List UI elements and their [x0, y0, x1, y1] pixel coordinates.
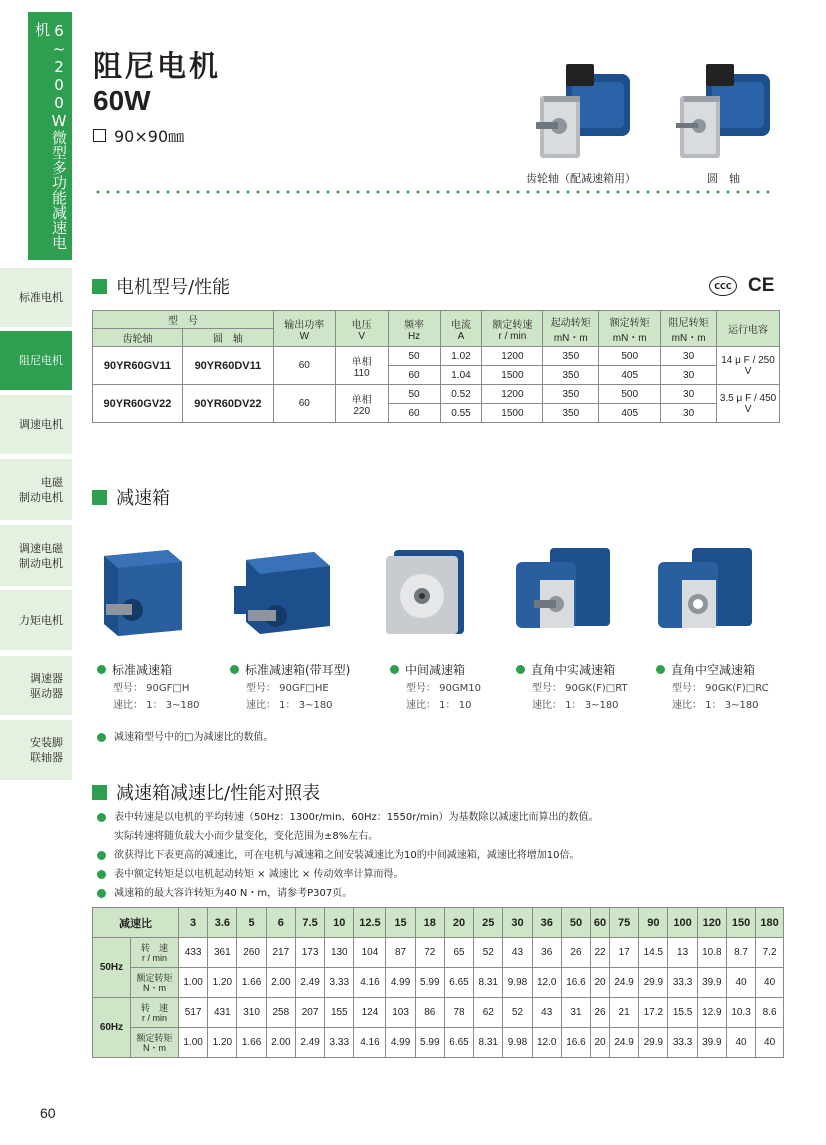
torque-cell: 6.65 [444, 968, 473, 998]
bullet-icon [516, 665, 525, 674]
speed-cell: 15.5 [668, 998, 697, 1028]
freq-label: 50Hz [93, 938, 131, 998]
speed-cell: 8.6 [756, 998, 784, 1028]
bullet-icon [97, 851, 106, 860]
gearbox-name: 直角中实减速箱 [516, 661, 615, 678]
motor-spec-table [92, 310, 780, 423]
ratio-value: 7.5 [295, 908, 324, 938]
speed-cell: 43 [532, 998, 561, 1028]
gearbox-name: 标准减速箱(带耳型) [230, 661, 350, 678]
speed-cell: 173 [295, 938, 324, 968]
cell-start: 350 [543, 385, 599, 404]
torque-cell: 40 [726, 968, 755, 998]
square-icon [93, 129, 106, 142]
speed-cell: 207 [295, 998, 324, 1028]
head-freq: 频率 Hz [388, 311, 440, 347]
ratio-notes [97, 808, 599, 903]
section-ratio-table: 减速箱减速比/性能对照表 [92, 779, 320, 805]
gearbox-name: 直角中空减速箱 [656, 661, 755, 678]
sidebar-tab[interactable]: 标准电机 [0, 268, 72, 327]
section-marker-icon [92, 785, 107, 800]
head-damp-torque: 阻尼转矩 mN・m [661, 311, 717, 347]
speed-cell: 65 [444, 938, 473, 968]
cell-rated: 500 [599, 347, 661, 366]
bullet-icon [97, 733, 106, 742]
torque-cell: 16.6 [561, 968, 590, 998]
head-speed: 额定转速 r / min [482, 311, 543, 347]
head-rated-torque: 额定转矩 mN・m [599, 311, 661, 347]
sidebar-tab[interactable]: 安装脚 联轴器 [0, 720, 72, 780]
ratio-value: 90 [639, 908, 668, 938]
ratio-value: 5 [237, 908, 266, 938]
speed-cell: 31 [561, 998, 590, 1028]
gearbox-ratio: 速比： 1： 3~180 [672, 700, 759, 711]
ratio-value: 120 [697, 908, 726, 938]
gearbox-note: 减速箱型号中的□为减速比的数值。 [97, 728, 273, 743]
speed-cell: 86 [415, 998, 444, 1028]
speed-cell: 62 [474, 998, 503, 1028]
bullet-icon [390, 665, 399, 674]
speed-label: 转 速 r / min [131, 938, 179, 968]
cell-voltage: 单相 110 [335, 347, 388, 385]
torque-cell: 4.16 [354, 968, 386, 998]
speed-cell: 260 [237, 938, 266, 968]
cell-capacitor: 14 μ F / 250 V [717, 347, 780, 385]
torque-cell: 39.9 [697, 968, 726, 998]
head-power: 输出功率 W [273, 311, 335, 347]
page-number: 60 [40, 1105, 56, 1121]
ratio-value: 180 [756, 908, 784, 938]
ratio-value: 150 [726, 908, 755, 938]
speed-cell: 36 [532, 938, 561, 968]
cell-speed: 1500 [482, 366, 543, 385]
gearbox-model: 型号： 90GK(F)□RC [672, 683, 769, 694]
cell-damp: 30 [661, 404, 717, 423]
gear-shaft-motor-image [536, 62, 636, 162]
ratio-value: 20 [444, 908, 473, 938]
ratio-value: 10 [325, 908, 354, 938]
torque-cell: 3.33 [325, 968, 354, 998]
sidebar-tab[interactable]: 力矩电机 [0, 590, 72, 650]
gearbox-name: 标准减速箱 [97, 661, 172, 678]
sidebar-tab[interactable]: 调速电磁 制动电机 [0, 525, 72, 586]
torque-cell: 24.9 [610, 968, 639, 998]
note-item: 减速箱的最大容许转矩为40 N・m，请参考P307页。 [97, 884, 599, 903]
torque-cell: 3.33 [325, 1028, 354, 1058]
torque-cell: 6.65 [444, 1028, 473, 1058]
cell-current: 1.02 [440, 347, 482, 366]
speed-cell: 78 [444, 998, 473, 1028]
freq-label: 60Hz [93, 998, 131, 1058]
gearbox-standard-image [92, 540, 192, 640]
speed-cell: 258 [266, 998, 295, 1028]
gearbox-info [246, 680, 333, 714]
cell-round-model: 90YR60DV22 [182, 385, 273, 423]
ratio-value: 18 [415, 908, 444, 938]
torque-cell: 24.9 [610, 1028, 639, 1058]
torque-cell: 12.0 [532, 968, 561, 998]
motor-power: 60W [93, 85, 151, 116]
speed-cell: 7.2 [756, 938, 784, 968]
cell-freq: 50 [388, 385, 440, 404]
section-marker-icon [92, 279, 107, 294]
torque-cell: 1.20 [208, 968, 237, 998]
torque-cell: 40 [756, 968, 784, 998]
torque-cell: 1.66 [237, 968, 266, 998]
ratio-value: 3 [179, 908, 208, 938]
sidebar-tab[interactable]: 阻尼电机 [0, 331, 72, 390]
ratio-table [92, 907, 784, 1058]
speed-label: 转 速 r / min [131, 998, 179, 1028]
gearbox-info [113, 680, 200, 714]
gearbox-model: 型号： 90GM10 [406, 683, 482, 694]
ratio-value: 3.6 [208, 908, 237, 938]
speed-cell: 17 [610, 938, 639, 968]
cell-power: 60 [273, 385, 335, 423]
speed-cell: 217 [266, 938, 295, 968]
round-shaft-motor-image [676, 62, 776, 162]
torque-cell: 33.3 [668, 968, 697, 998]
speed-cell: 103 [386, 998, 415, 1028]
cell-speed: 1200 [482, 385, 543, 404]
torque-cell: 33.3 [668, 1028, 697, 1058]
cell-power: 60 [273, 347, 335, 385]
speed-cell: 26 [591, 998, 610, 1028]
ratio-value: 60 [591, 908, 610, 938]
torque-cell: 20 [591, 1028, 610, 1058]
bullet-icon [656, 665, 665, 674]
torque-cell: 1.00 [179, 968, 208, 998]
gearbox-ratio: 速比： 1： 3~180 [113, 700, 200, 711]
ce-cert-icon: CE [748, 275, 775, 296]
gearbox-right-angle-hollow-image [652, 540, 762, 640]
torque-cell: 4.99 [386, 968, 415, 998]
bullet-icon [97, 813, 106, 822]
speed-cell: 14.5 [639, 938, 668, 968]
torque-cell: 16.6 [561, 1028, 590, 1058]
speed-cell: 431 [208, 998, 237, 1028]
ratio-value: 50 [561, 908, 590, 938]
gearbox-ratio: 速比： 1： 10 [406, 700, 472, 711]
round-shaft-label: 圆 轴 [707, 172, 740, 185]
speed-cell: 130 [325, 938, 354, 968]
gearbox-model: 型号： 90GF□H [113, 683, 190, 694]
sidebar-tab[interactable]: 调速器 驱动器 [0, 656, 72, 715]
torque-cell: 9.98 [503, 968, 532, 998]
note-item: 欲获得比下表更高的减速比，可在电机与减速箱之间安装减速比为10的中间减速箱，减速比将增加10倍。 [97, 846, 599, 865]
speed-cell: 10.3 [726, 998, 755, 1028]
speed-cell: 310 [237, 998, 266, 1028]
head-voltage: 电压 V [335, 311, 388, 347]
speed-cell: 13 [668, 938, 697, 968]
ccc-cert-icon: CCC [709, 276, 737, 296]
ratio-value: 100 [668, 908, 697, 938]
sidebar-category: 6~200W微型多功能减速电机 [28, 12, 72, 260]
torque-cell: 9.98 [503, 1028, 532, 1058]
speed-cell: 52 [503, 998, 532, 1028]
sidebar-tab[interactable]: 电磁 制动电机 [0, 459, 72, 520]
ratio-value: 25 [474, 908, 503, 938]
speed-cell: 22 [591, 938, 610, 968]
speed-cell: 21 [610, 998, 639, 1028]
speed-cell: 433 [179, 938, 208, 968]
note-item: 表中转速是以电机的平均转速（50Hz：1300r/min、60Hz：1550r/min）为基数除以减速比而算出的数值。 [97, 808, 599, 827]
page-title: 阻尼电机 [93, 49, 222, 83]
torque-cell: 8.31 [474, 1028, 503, 1058]
speed-cell: 87 [386, 938, 415, 968]
head-model: 型 号 [93, 311, 274, 329]
bullet-icon [97, 870, 106, 879]
cell-speed: 1500 [482, 404, 543, 423]
cell-start: 350 [543, 347, 599, 366]
cell-freq: 50 [388, 347, 440, 366]
ratio-head: 减速比 [93, 908, 179, 938]
speed-cell: 43 [503, 938, 532, 968]
gearbox-name: 中间减速箱 [390, 661, 465, 678]
gearbox-ratio: 速比： 1： 3~180 [246, 700, 333, 711]
speed-cell: 124 [354, 998, 386, 1028]
cell-start: 350 [543, 404, 599, 423]
head-gear: 齿轮轴 [93, 329, 183, 347]
sidebar-tab[interactable]: 调速电机 [0, 395, 72, 454]
head-start-torque: 起动转矩 mN・m [543, 311, 599, 347]
torque-label: 额定转矩 N・m [131, 968, 179, 998]
torque-cell: 4.16 [354, 1028, 386, 1058]
cell-freq: 60 [388, 404, 440, 423]
ratio-value: 75 [610, 908, 639, 938]
speed-cell: 517 [179, 998, 208, 1028]
torque-cell: 29.9 [639, 1028, 668, 1058]
speed-cell: 72 [415, 938, 444, 968]
cell-round-model: 90YR60DV11 [182, 347, 273, 385]
dotted-divider [93, 190, 773, 194]
ratio-value: 12.5 [354, 908, 386, 938]
cell-voltage: 单相 220 [335, 385, 388, 423]
section-motor-spec: 电机型号/性能 [92, 273, 230, 299]
cell-capacitor: 3.5 μ F / 450 V [717, 385, 780, 423]
speed-cell: 26 [561, 938, 590, 968]
cell-current: 0.52 [440, 385, 482, 404]
cell-current: 0.55 [440, 404, 482, 423]
ratio-value: 36 [532, 908, 561, 938]
speed-cell: 17.2 [639, 998, 668, 1028]
speed-cell: 155 [325, 998, 354, 1028]
speed-cell: 12.9 [697, 998, 726, 1028]
gearbox-info [532, 680, 628, 714]
torque-cell: 5.99 [415, 1028, 444, 1058]
bullet-icon [230, 665, 239, 674]
gearbox-model: 型号： 90GF□HE [246, 683, 329, 694]
ratio-value: 6 [266, 908, 295, 938]
cell-damp: 30 [661, 385, 717, 404]
speed-cell: 361 [208, 938, 237, 968]
cell-current: 1.04 [440, 366, 482, 385]
speed-cell: 104 [354, 938, 386, 968]
motor-size: 90×90㎜ [93, 124, 184, 147]
torque-cell: 2.00 [266, 1028, 295, 1058]
bullet-icon [97, 665, 106, 674]
section-marker-icon [92, 490, 107, 505]
cell-freq: 60 [388, 366, 440, 385]
cell-gear-model: 90YR60GV11 [93, 347, 183, 385]
torque-cell: 2.00 [266, 968, 295, 998]
torque-cell: 39.9 [697, 1028, 726, 1058]
torque-label: 额定转矩 N・m [131, 1028, 179, 1058]
bullet-icon [97, 889, 106, 898]
gearbox-intermediate-image [378, 540, 478, 640]
torque-cell: 29.9 [639, 968, 668, 998]
gearbox-ear-image [230, 540, 340, 640]
head-round: 圆 轴 [182, 329, 273, 347]
cell-start: 350 [543, 366, 599, 385]
torque-cell: 5.99 [415, 968, 444, 998]
cell-speed: 1200 [482, 347, 543, 366]
speed-cell: 52 [474, 938, 503, 968]
head-current: 电流 A [440, 311, 482, 347]
torque-cell: 2.49 [295, 968, 324, 998]
gearbox-info [672, 680, 769, 714]
section-gearbox: 减速箱 [92, 484, 170, 510]
note-item: 表中额定转矩是以电机起动转矩 × 减速比 × 传动效率计算而得。 [97, 865, 599, 884]
gearbox-ratio: 速比： 1： 3~180 [532, 700, 619, 711]
torque-cell: 1.00 [179, 1028, 208, 1058]
speed-cell: 10.8 [697, 938, 726, 968]
speed-cell: 8.7 [726, 938, 755, 968]
head-capacitor: 运行电容 [717, 311, 780, 347]
gearbox-model: 型号： 90GK(F)□RT [532, 683, 628, 694]
torque-cell: 4.99 [386, 1028, 415, 1058]
torque-cell: 2.49 [295, 1028, 324, 1058]
torque-cell: 20 [591, 968, 610, 998]
torque-cell: 12.0 [532, 1028, 561, 1058]
gear-shaft-label: 齿轮轴（配减速箱用） [526, 172, 636, 185]
torque-cell: 40 [726, 1028, 755, 1058]
gearbox-info [406, 680, 481, 714]
torque-cell: 1.66 [237, 1028, 266, 1058]
cell-rated: 405 [599, 404, 661, 423]
cell-damp: 30 [661, 347, 717, 366]
cell-rated: 405 [599, 366, 661, 385]
gearbox-right-angle-solid-image [510, 540, 620, 640]
torque-cell: 1.20 [208, 1028, 237, 1058]
torque-cell: 8.31 [474, 968, 503, 998]
ratio-value: 15 [386, 908, 415, 938]
ratio-value: 30 [503, 908, 532, 938]
cell-rated: 500 [599, 385, 661, 404]
note-item: 实际转速将随负载大小而少量变化，变化范围为±8%左右。 [114, 831, 379, 842]
cell-gear-model: 90YR60GV22 [93, 385, 183, 423]
torque-cell: 40 [756, 1028, 784, 1058]
cell-damp: 30 [661, 366, 717, 385]
